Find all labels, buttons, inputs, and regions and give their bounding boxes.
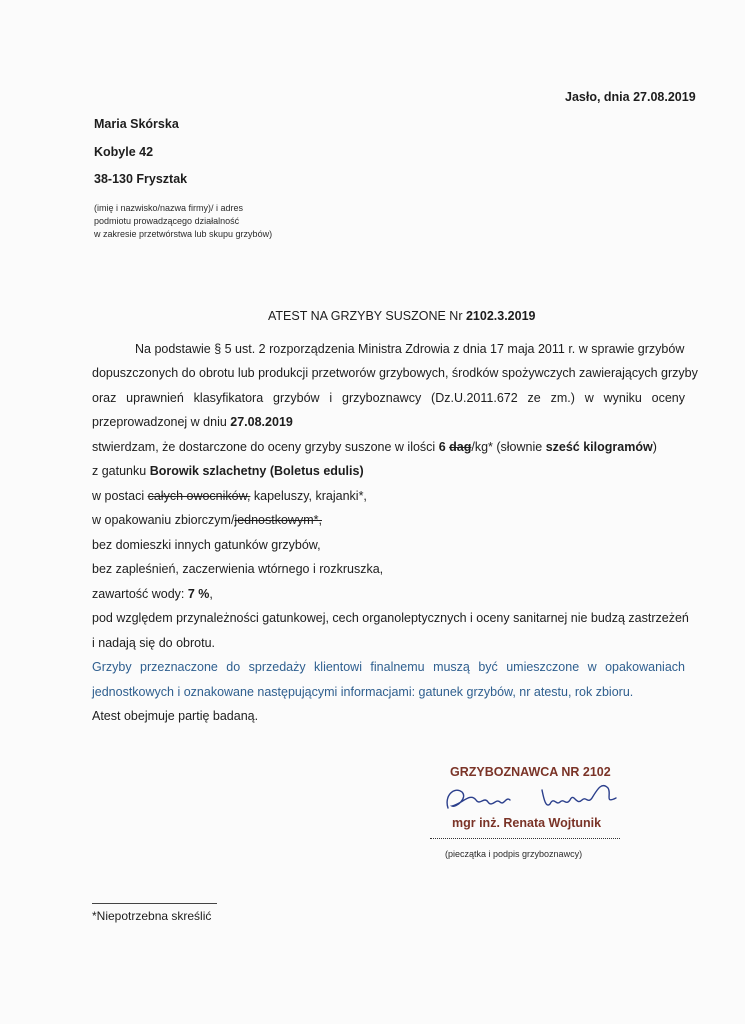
sender-note-line: (imię i nazwisko/nazwa firmy)/ i adres: [94, 203, 244, 213]
paragraph-line: oraz uprawnień klasyfikatora grzybów i grzyboznawcy (Dz.U.2011.672 ze zm.) w wyniku oceny: [92, 391, 685, 405]
labeling-note-line: Grzyby przeznaczone do sprzedaży klientowi finalnemu muszą być umieszczone w opakowaniach: [92, 660, 685, 674]
quantity-line: [92, 440, 657, 454]
species-prefix: z gatunku: [92, 464, 150, 478]
form-rest: kapeluszy, krajanki*,: [250, 489, 367, 503]
title-prefix: ATEST NA GRZYBY SUSZONE Nr: [268, 309, 466, 323]
assessment-date-prefix: przeprowadzonej w dniu: [92, 415, 231, 429]
no-mold-line: bez zapleśnień, zaczerwienia wtórnego i rozkruszka,: [92, 562, 384, 576]
quantity-words: sześć kilogramów: [545, 440, 653, 454]
document-title: [268, 309, 535, 323]
stamp-caption: (pieczątka i podpis grzyboznawcy): [445, 849, 583, 859]
quantity-close: ): [652, 440, 657, 454]
labeling-note-line: jednostkowych i oznakowane następującymi informacjami: gatunek grzybów, nr atestu, rok zbioru.: [92, 685, 634, 699]
sender-name: Maria Skórska: [94, 117, 179, 131]
moisture-value: 7 %: [187, 587, 210, 601]
certificate-number: 2102.3.2019: [465, 309, 536, 323]
packaging-struck: jednostkowym*,: [234, 513, 322, 527]
species-name: Borowik szlachetny (Boletus edulis): [149, 464, 364, 478]
struck-unit: dag: [449, 440, 472, 454]
footnote: *Niepotrzebna skreślić: [92, 909, 212, 923]
packaging-prefix: w opakowaniu zbiorczym/: [92, 513, 235, 527]
paragraph-line: dopuszczonych do obrotu lub produkcji przetworów grzybowych, środków spożywczych zawierających grzyby: [92, 366, 698, 380]
moisture-suffix: ,: [209, 587, 213, 601]
form-struck: całych owocników,: [147, 489, 251, 503]
signature: [440, 778, 630, 818]
signature-stroke: [542, 786, 616, 805]
stamp-name: mgr inż. Renata Wojtunik: [452, 816, 602, 830]
moisture-prefix: zawartość wody:: [92, 587, 188, 601]
assessment-date-line: [92, 415, 293, 429]
sender-note: [94, 202, 314, 241]
signature-dotted-line: [430, 834, 620, 839]
signature-stroke: [447, 790, 510, 808]
form-prefix: w postaci: [92, 489, 148, 503]
quantity-unit: /kg* (słownie: [471, 440, 546, 454]
assessment-date: 27.08.2019: [230, 415, 293, 429]
form-line: [92, 489, 367, 503]
packaging-line: [92, 513, 322, 527]
sender-note-line: w zakresie przetwórstwa lub skupu grzybów): [94, 229, 273, 239]
sender-note-line: podmiotu prowadzącego działalność: [94, 216, 240, 226]
sender-street: Kobyle 42: [94, 145, 154, 159]
species-line: [92, 464, 364, 478]
paragraph-line: Na podstawie § 5 ust. 2 rozporządzenia Ministra Zdrowia z dnia 17 maja 2011 r. w sprawie grzybów: [135, 342, 685, 356]
quantity-prefix: stwierdzam, że dostarczone do oceny grzyby suszone w ilości: [92, 440, 439, 454]
conclusion-line: i nadają się do obrotu.: [92, 636, 216, 650]
conclusion-line: pod względem przynależności gatunkowej, cech organoleptycznych i oceny sanitarnej nie budzą zastrzeżeń: [92, 611, 689, 625]
quantity-amount: 6: [438, 440, 450, 454]
document-date: Jasło, dnia 27.08.2019: [565, 90, 696, 104]
footnote-divider: [92, 903, 217, 904]
sender-city: 38-130 Frysztak: [94, 172, 188, 186]
no-admixture-line: bez domieszki innych gatunków grzybów,: [92, 538, 321, 552]
moisture-line: [92, 587, 213, 601]
stamp-title: GRZYBOZNAWCA NR 2102: [450, 765, 611, 779]
scope-line: Atest obejmuje partię badaną.: [92, 709, 259, 723]
